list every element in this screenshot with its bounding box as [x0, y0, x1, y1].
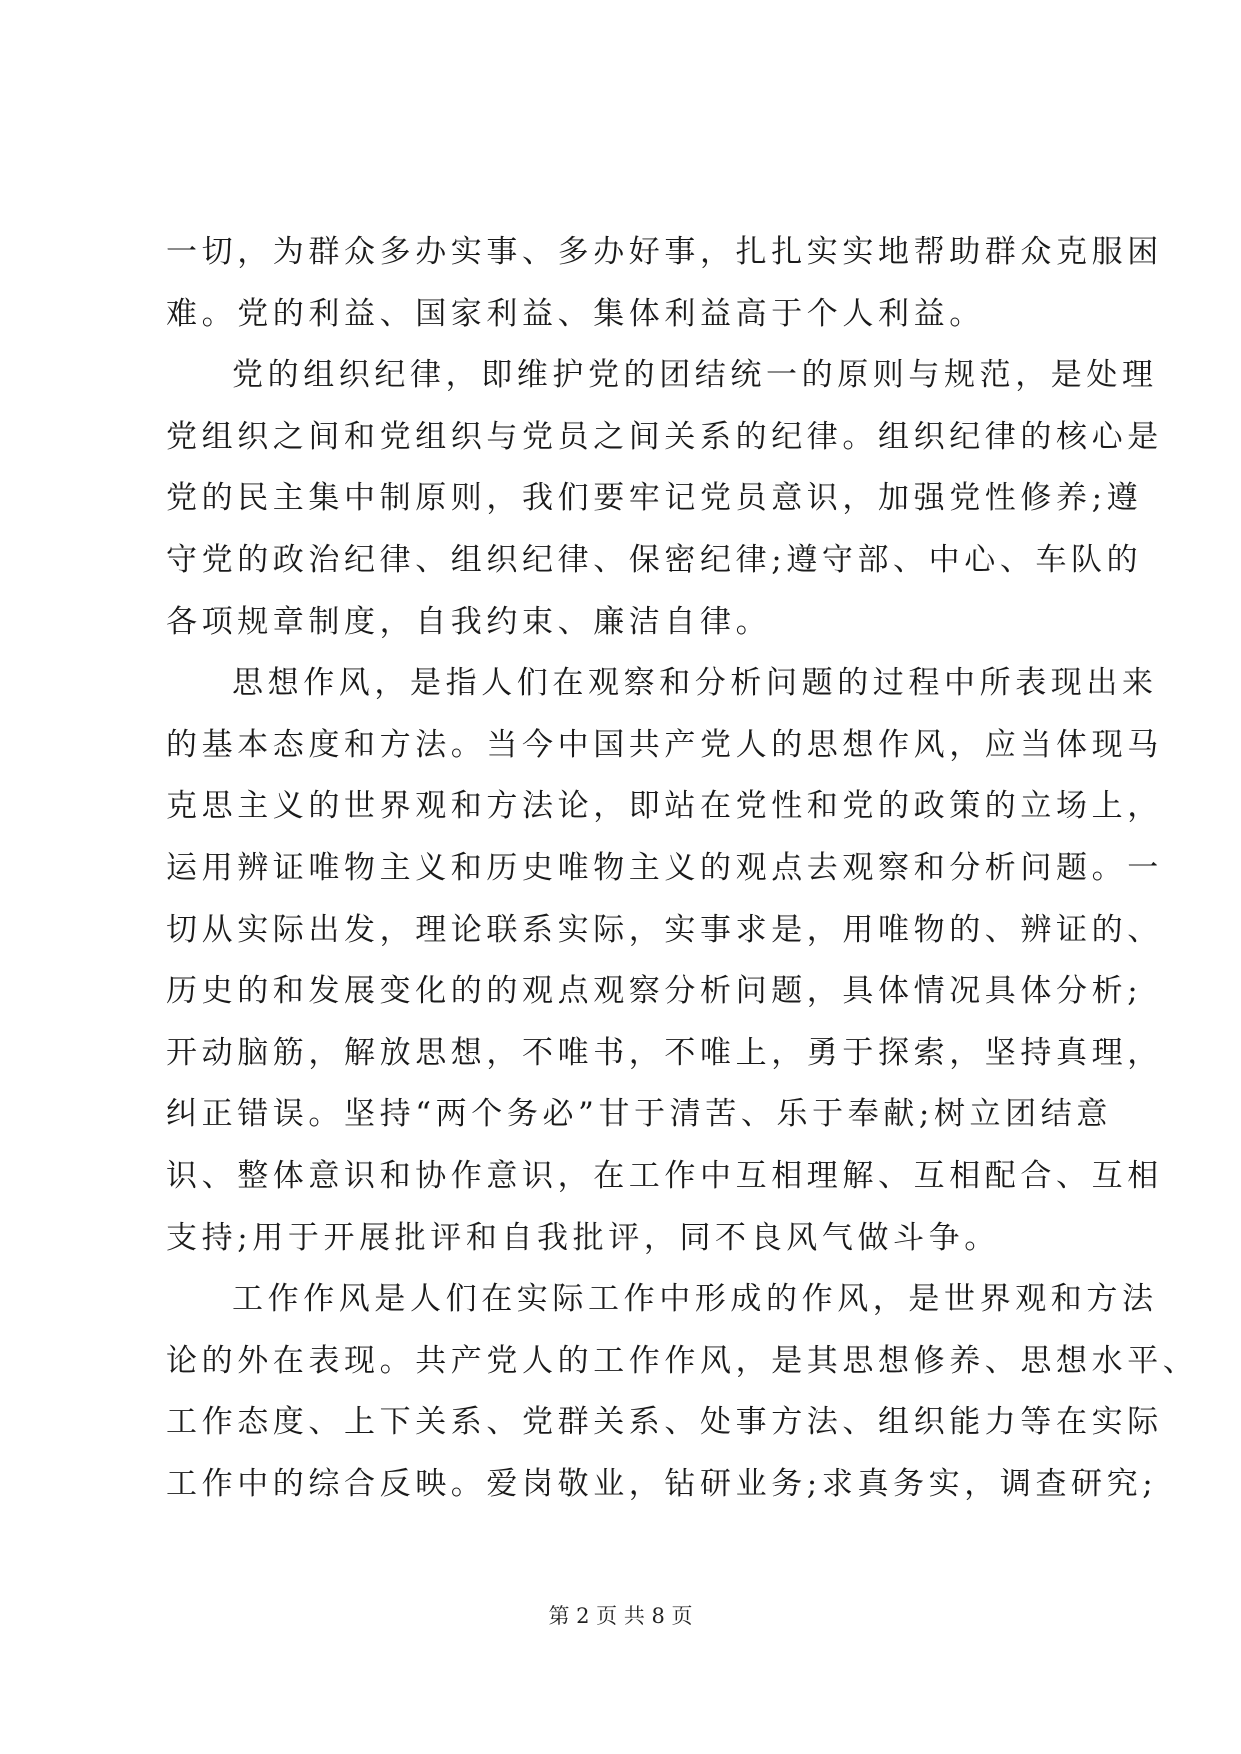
text-line: 难。党的利益、国家利益、集体利益高于个人利益。	[166, 295, 985, 332]
text-line: 运用辨证唯物主义和历史唯物主义的观点去观察和分析问题。一	[166, 849, 1163, 886]
text-line: 工作作风是人们在实际工作中形成的作风，是世界观和方法	[232, 1281, 1158, 1318]
text-line: 历史的和发展变化的的观点观察分析问题，具体情况具体分析;	[166, 973, 1143, 1010]
text-line: 克思主义的世界观和方法论，即站在党性和党的政策的立场上，	[166, 788, 1163, 825]
text-line: 支持;用于开展批评和自我批评，同不良风气做斗争。	[166, 1219, 1000, 1256]
text-line: 开动脑筋，解放思想，不唯书，不唯上，勇于探索，坚持真理，	[166, 1034, 1163, 1071]
text-line: 党的组织纪律，即维护党的团结统一的原则与规范，是处理	[232, 357, 1158, 394]
page-footer: 第 2 页 共 8 页	[548, 1604, 693, 1628]
text-line: 一切，为群众多办实事、多办好事，扎扎实实地帮助群众克服困	[166, 234, 1163, 270]
text-line: 各项规章制度，自我约束、廉洁自律。	[166, 603, 772, 640]
text-line: 切从实际出发，理论联系实际，实事求是，用唯物的、辨证的、	[166, 911, 1163, 948]
text-line: 论的外在表现。共产党人的工作作风，是其思想修养、思想水平、	[166, 1342, 1199, 1379]
document-body	[166, 222, 1199, 1515]
text-line: 工作态度、上下关系、党群关系、处事方法、组织能力等在实际	[166, 1404, 1163, 1441]
text-line: 纠正错误。坚持“两个务必”甘于清苦、乐于奉献;树立团结意	[166, 1096, 1112, 1133]
text-line: 工作中的综合反映。爱岗敬业，钻研业务;求真务实，调查研究;	[166, 1465, 1158, 1502]
text-line: 党的民主集中制原则，我们要牢记党员意识，加强党性修养;遵	[166, 480, 1143, 517]
text-line: 思想作风，是指人们在观察和分析问题的过程中所表现出来	[232, 665, 1158, 702]
text-line: 的基本态度和方法。当今中国共产党人的思想作风，应当体现马	[166, 726, 1163, 763]
text-line: 守党的政治纪律、组织纪律、保密纪律;遵守部、中心、车队的	[166, 541, 1143, 578]
text-line: 识、整体意识和协作意识，在工作中互相理解、互相配合、互相	[166, 1157, 1163, 1194]
text-line: 党组织之间和党组织与党员之间关系的纪律。组织纪律的核心是	[166, 418, 1163, 455]
